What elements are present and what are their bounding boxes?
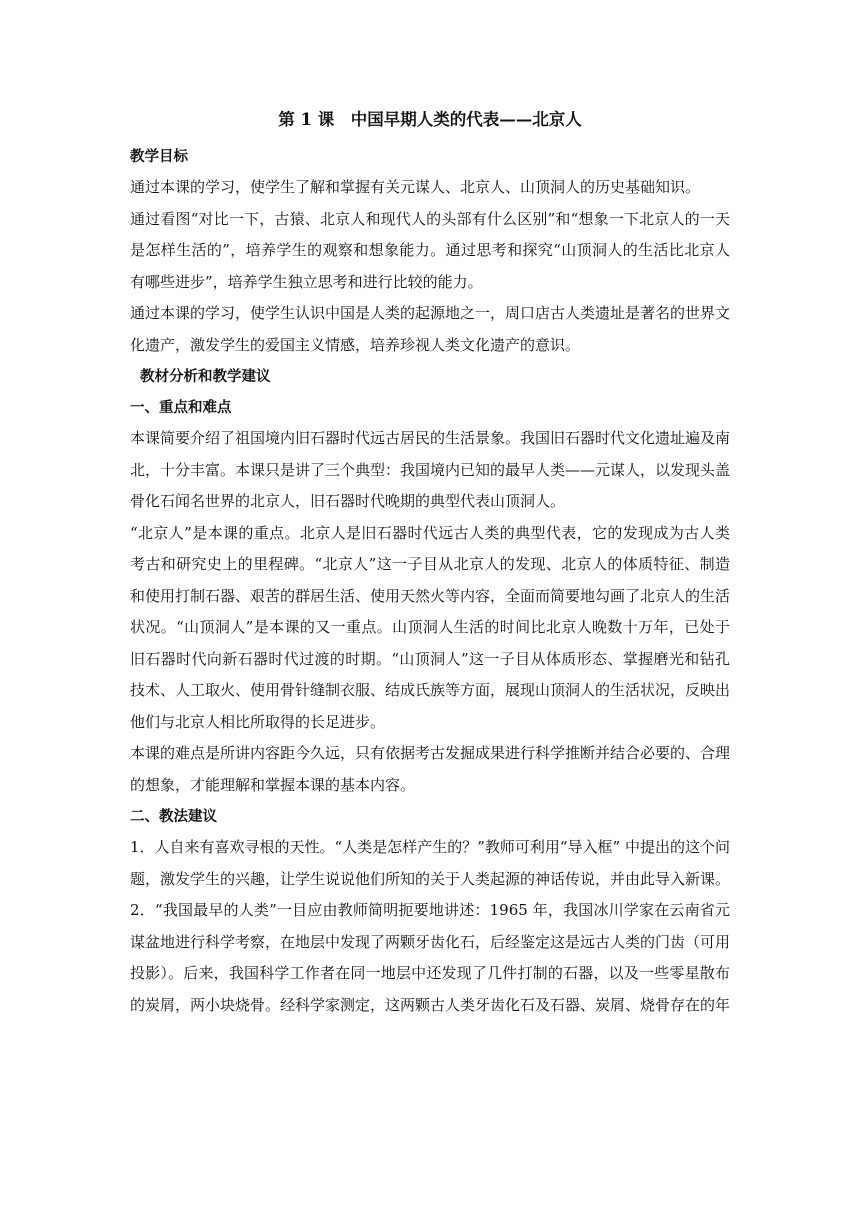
document-page — [130, 104, 730, 1021]
key-points-paragraph: “北京人”是本课的重点。北京人是旧石器时代远古人类的典型代表，它的发现成为古人类考古和研究史上的里程碑。“北京人”这一子目从北京人的发现、北京人的体质特征、制造和使用打制石器、艰苦的群居生活、使用天然火等内容，全面而简要地勾画了北京人的生活状况。“山顶洞人”是本课的又一重点。山顶洞人生活的时间比北京人晚数十万年，已处于旧石器时代向新石器时代过渡的时期。“山顶洞人”这一子目从体质形态、掌握磨光和钻孔技术、人工取火、使用骨针缝制衣服、结成氏族等方面，展现山顶洞人的生活状况，反映出他们与北京人相比所取得的长足进步。 — [130, 523, 731, 731]
methods-heading: 二、教法建议 — [130, 808, 217, 825]
key-points-paragraph: 本课简要介绍了祖国境内旧石器时代远古居民的生活景象。我国旧石器时代文化遗址遍及南北，十分丰富。本课只是讲了三个典型：我国境内已知的最早人类——元谋人，以发现头盖骨化石闻名世界的北京人，旧石器时代晚期的典型代表山顶洞人。 — [130, 429, 731, 510]
key-points-heading: 一、重点和难点 — [130, 399, 232, 416]
key-points-paragraph: 本课的难点是所讲内容距今久远，只有依据考古发掘成果进行科学推断并结合必要的、合理的想象，才能理解和掌握本课的基本内容。 — [130, 744, 731, 794]
methods-paragraph: 2．“我国最早的人类”一目应由教师简明扼要地讲述：1965 年，我国冰川学家在云南省元谋盆地进行科学考察，在地层中发现了两颗牙齿化石，后经鉴定这是远古人类的门齿（可用投影）。后来，我国科学工作者在同一地层中还发现了几件打制的石器，以及一些零星散布的炭屑，两小块烧骨。经科学家测定，这两颗古人类牙齿化石及石器、炭屑、烧骨存在的年 — [130, 901, 731, 1014]
objective-paragraph: 通过看图“对比一下，古猿、北京人和现代人的头部有什么区别”和“想象一下北京人的一天是怎样生活的”，培养学生的观察和想象能力。通过思考和探究“山顶洞人的生活比北京人有哪些进步”，培养学生独立思考和进行比较的能力。 — [130, 209, 730, 291]
objective-paragraph: 通过本课的学习，使学生认识中国是人类的起源地之一，周口店古人类遗址是著名的世界文化遗产，激发学生的爱国主义情感，培养珍视人类文化遗产的意识。 — [130, 304, 731, 354]
objectives-heading: 教学目标 — [130, 148, 188, 165]
analysis-heading: 教材分析和教学建议 — [140, 368, 271, 385]
lesson-title: 第 1 课 中国早期人类的代表——北京人 — [278, 110, 582, 129]
objective-paragraph: 通过本课的学习，使学生了解和掌握有关元谋人、北京人、山顶洞人的历史基础知识。 — [130, 178, 701, 196]
methods-paragraph: 1．人自来有喜欢寻根的天性。“人类是怎样产生的？”教师可利用“导入框” 中提出的这个问题，激发学生的兴趣，让学生说说他们所知的关于人类起源的神话传说，并由此导入新课。 — [130, 838, 731, 888]
